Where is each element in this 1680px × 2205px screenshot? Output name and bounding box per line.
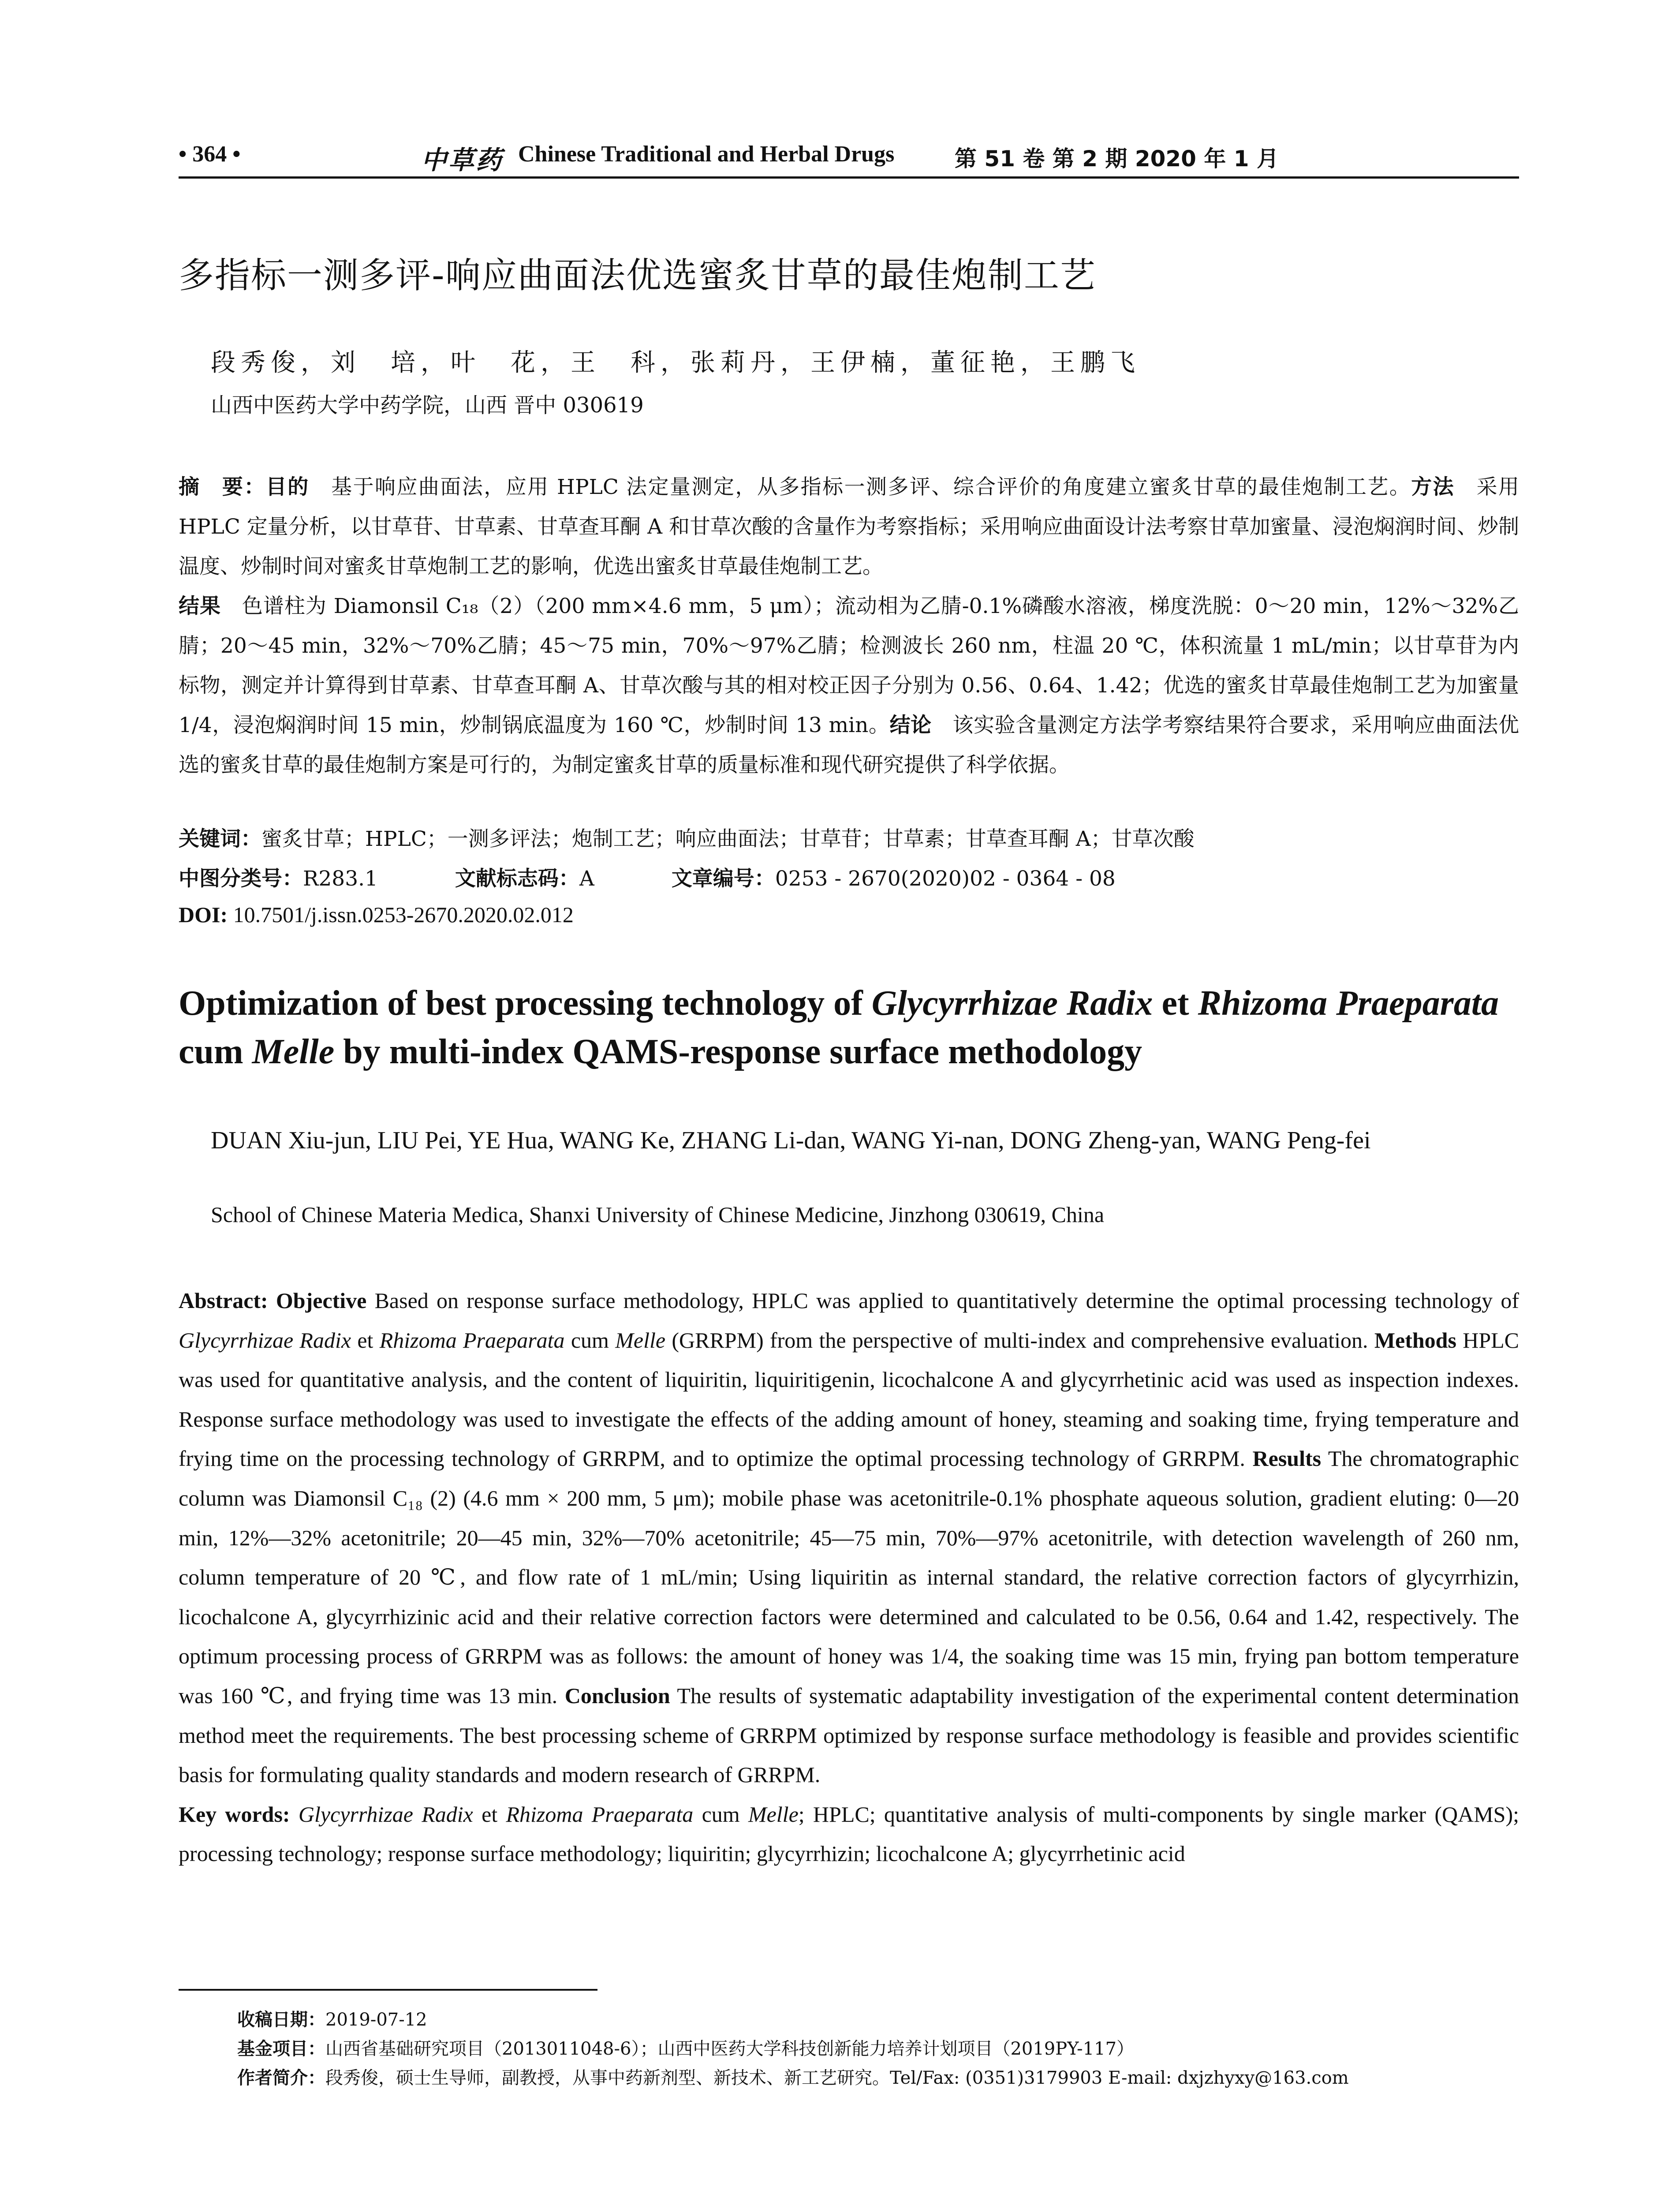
methods-en-text: HPLC was used for quantitative analysis, and the content of liquiritin, liquiritigenin, licochalcone A and glycyrrhetinic acid was used as inspection indexes. Response surface methodology was used to investigate the effects of the adding amount of honey, steaming and soaking time, frying temperature and frying time on the processing technology of GRRPM, and to optimize the optimal processing technology of GRRPM.: [179, 1327, 1519, 1471]
page-number: • 364 •: [179, 142, 241, 167]
keyword-species: Rhizoma Praeparata: [506, 1801, 694, 1827]
clc-label: 中图分类号：: [179, 867, 303, 891]
abstract-cn-label: 摘 要：: [179, 475, 266, 499]
objective-cn-text: 基于响应曲面法，应用 HPLC 法定量测定，从多指标一测多评、综合评价的角度建立蜜炙甘草的最佳炮制工艺。: [309, 475, 1411, 499]
article-number-value: 0253 - 2670(2020)02 - 0364 - 08: [775, 867, 1116, 891]
objective-en-label: Abstract: Objective: [179, 1288, 367, 1313]
footnote-author: [237, 2064, 1349, 2089]
results-en-label: Results: [1252, 1446, 1322, 1471]
doi-link[interactable]: 10.7501/j.issn.0253-2670.2020.02.012: [228, 902, 574, 927]
keywords-en-text: cum: [693, 1801, 748, 1827]
keywords-cn: [179, 822, 1195, 852]
article-number-label: 文章编号：: [671, 867, 775, 891]
title-en-species: Rhizoma Praeparata: [1198, 984, 1499, 1023]
keywords-cn-text: 蜜炙甘草；HPLC；一测多评法；炮制工艺；响应曲面法；甘草苷；甘草素；甘草查耳酮 A；甘草次酸: [261, 827, 1195, 851]
keywords-cn-label: 关键词：: [179, 827, 261, 851]
species-name: Glycyrrhizae Radix: [179, 1327, 351, 1353]
footnote-rule: [179, 1989, 597, 1991]
title-en-part: cum: [179, 1032, 252, 1071]
authors-en: DUAN Xiu-jun, LIU Pei, YE Hua, WANG Ke, ZHANG Li-dan, WANG Yi-nan, DONG Zheng-yan, WANG Peng-fei: [211, 1127, 1371, 1154]
results-cn-text: 色谱柱为 Diamonsil C₁₈（2）（200 mm×4.6 mm，5 μm）；流动相为乙腈-0.1%磷酸水溶液，梯度洗脱：0～20 min，12%～32%乙腈；20～45 min，32%～70%乙腈；45～75 min，70%～97%乙腈；检测波长 260 nm，柱温 20 ℃，体积流量 1 mL/min；以甘草苷为内标物，测定并计算得到甘草素、甘草查耳酮 A、甘草次酸与其的相对校正因子分别为 0.56、0.64、1.42；优选的蜜炙甘草最佳炮制工艺为加蜜量 1/4，浸泡焖润时间 15 min，炒制锅底温度为 160 ℃，炒制时间 13 min。: [179, 594, 1519, 737]
doi-label: DOI:: [179, 902, 228, 927]
title-en-species: Melle: [252, 1032, 335, 1071]
methods-cn-text: 采用 HPLC 定量分析，以甘草苷、甘草素、甘草查耳酮 A 和甘草次酸的含量作为考察指标；采用响应曲面设计法考察甘草加蜜量、浸泡焖润时间、炒制温度、炒制时间对蜜炙甘草炮制工艺的影响，优选出蜜炙甘草最佳炮制工艺。: [179, 475, 1519, 579]
authors-cn: 段秀俊，刘 培，叶 花，王 科，张莉丹，王伊楠，董征艳，王鹏飞: [211, 348, 1140, 377]
title-en-part: et: [1153, 984, 1198, 1023]
abstract-en-text: cum: [564, 1327, 616, 1353]
journal-title-en: Chinese Traditional and Herbal Drugs: [518, 142, 895, 167]
objective-cn-label: 目的: [265, 475, 310, 499]
clc-value: R283.1: [303, 867, 378, 891]
abstract-en-text: (GRRPM) from the perspective of multi-index and comprehensive evaluation.: [665, 1327, 1374, 1353]
abstract-en: [179, 1281, 1519, 1874]
conclusion-en-label: Conclusion: [564, 1683, 670, 1708]
affiliation-cn: 山西中医药大学中药学院，山西 晋中 030619: [211, 393, 644, 418]
title-en-part: Optimization of best processing technology of: [179, 984, 872, 1023]
journal-logo-cn: 中草药: [421, 145, 504, 175]
abstract-en-text: et: [351, 1327, 380, 1353]
title-en-part: by multi-index QAMS-response surface methodology: [334, 1032, 1142, 1071]
affiliation-en: School of Chinese Materia Medica, Shanxi University of Chinese Medicine, Jinzhong 030619, China: [211, 1202, 1105, 1227]
doc-code-value: A: [579, 867, 594, 891]
keywords-en-text: ; HPLC; quantitative analysis of multi-components by single marker (QAMS); processing technology; response surface methodology; liquiritin; glycyrrhizin; licochalcone A; glycyrrhetinic acid: [179, 1801, 1519, 1866]
keyword-species: Glycyrrhizae Radix: [298, 1801, 473, 1827]
keywords-en-label: Key words:: [179, 1801, 290, 1827]
keywords-en-text: et: [473, 1801, 506, 1827]
results-en-text: The chromatographic column was Diamonsil C₁₈ (2) (4.6 mm × 200 mm, 5 μm); mobile phase was acetonitrile-0.1% phosphate aqueous solution, gradient eluting: 0—20 min, 12%—32% acetonitrile; 20—45 min, 32%—70% acetonitrile; 45—75 min, 70%—97% acetonitrile, with detection wavelength of 260 nm, column temperature of 20 ℃, and flow rate of 1 mL/min; Using liquiritin as internal standard, the relative correction factors of glycyrrhizin, licochalcone A, glycyrrhizinic acid and their relative correction factors were determined and calculated to be 0.56, 0.64 and 1.42, respectively. The optimum processing process of GRRPM was as follows: the amount of honey was 1/4, the soaking time was 15 min, frying pan bottom temperature was 160 ℃, and frying time was 13 min.: [179, 1446, 1519, 1708]
conclusion-en-text: The results of systematic adaptability investigation of the experimental content determination method meet the requirements. The best processing scheme of GRRPM optimized by response surface methodology is feasible and provides scientific basis for formulating quality standards and modern research of GRRPM.: [179, 1683, 1519, 1787]
doc-code-label: 文献标志码：: [455, 867, 579, 891]
results-cn-label: 结果: [179, 594, 221, 618]
methods-cn-label: 方法: [1411, 475, 1455, 499]
received-label: 收稿日期：: [237, 2010, 325, 2030]
conclusion-cn-label: 结论: [889, 713, 932, 737]
footnote-received: [237, 2006, 427, 2031]
title-cn: 多指标一测多评-响应曲面法优选蜜炙甘草的最佳炮制工艺: [179, 255, 1096, 296]
species-name: Melle: [615, 1327, 666, 1353]
objective-en-text: Based on response surface methodology, HPLC was applied to quantitatively determine the optimal processing technology of: [366, 1288, 1519, 1313]
running-header: [179, 138, 1519, 179]
volume-issue: 第 51 卷 第 2 期 2020 年 1 月: [955, 146, 1279, 172]
fund-text: 山西省基础研究项目（2013011048-6）；山西中医药大学科技创新能力培养计划项目（2019PY-117）: [325, 2039, 1135, 2059]
species-name: Rhizoma Praeparata: [379, 1327, 565, 1353]
author-bio-label: 作者简介：: [237, 2068, 325, 2088]
abstract-cn: [179, 467, 1519, 785]
received-date: 2019-07-12: [325, 2010, 427, 2030]
classification-line: [179, 862, 1116, 892]
author-bio-text: 段秀俊，硕士生导师，副教授，从事中药新剂型、新技术、新工艺研究。Tel/Fax: (0351)3179903 E-mail: dxjzhyxy@163.com: [325, 2068, 1349, 2088]
keyword-species: Melle: [748, 1801, 799, 1827]
doi-line: [179, 902, 574, 927]
methods-en-label: Methods: [1374, 1327, 1456, 1353]
title-en: [179, 979, 1523, 1076]
header-rule: [179, 176, 1519, 179]
fund-label: 基金项目：: [237, 2039, 325, 2059]
title-en-species: Glycyrrhizae Radix: [871, 984, 1153, 1023]
conclusion-cn-text: 该实验含量测定方法学考察结果符合要求，采用响应曲面法优选的蜜炙甘草的最佳炮制方案是可行的，为制定蜜炙甘草的质量标准和现代研究提供了科学依据。: [179, 713, 1519, 777]
footnote-fund: [237, 2035, 1134, 2060]
